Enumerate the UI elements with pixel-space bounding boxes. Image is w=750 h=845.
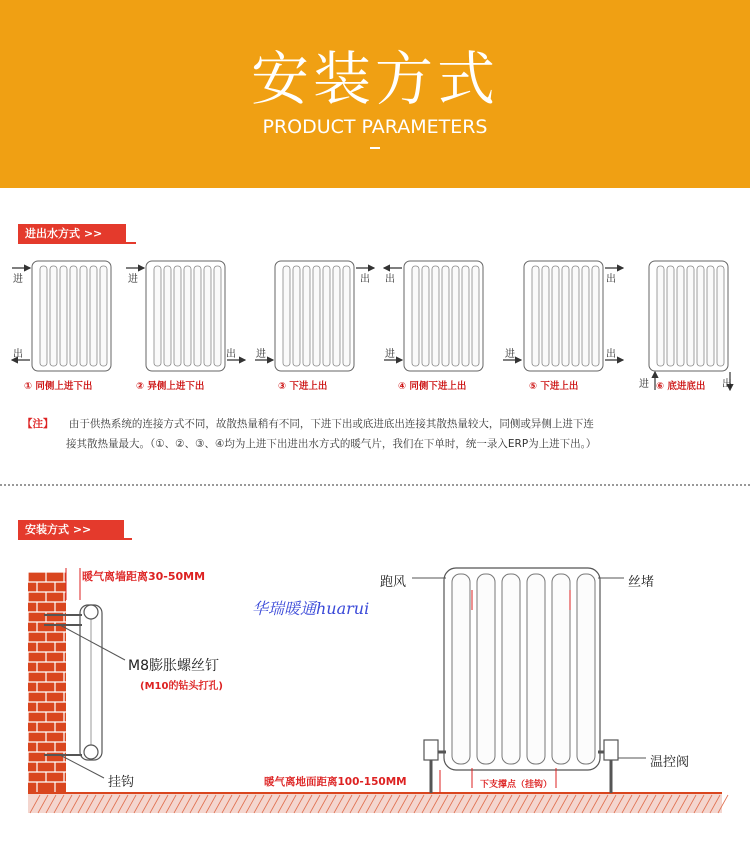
- label-out-2: 出: [226, 349, 236, 360]
- side-cap-top: [84, 605, 98, 619]
- section-tag-install: 安装方式 >>: [18, 520, 124, 539]
- label-out-5b: 出: [606, 349, 616, 360]
- front-radiator-column: [527, 574, 545, 764]
- note-line-2: 接其散热量最大。（①、②、③、④均为上进下出进出水方式的暖气片，我们在下单时，统一录入ERP为上进下出。）: [66, 438, 597, 450]
- side-cap-bottom: [84, 745, 98, 759]
- floor-distance-label: 暖气离地面距离100-150MM: [264, 776, 407, 788]
- brick-wall: [28, 572, 66, 793]
- caption-6: ⑥ 底进底出: [656, 381, 706, 392]
- valve-label: 温控阀: [650, 755, 690, 770]
- label-in-4: 进: [385, 349, 395, 360]
- caption-4: ④ 同侧下进上出: [398, 381, 467, 392]
- caption-2: ② 异侧上进下出: [136, 381, 205, 392]
- air-vent-label: 跑风: [380, 575, 407, 590]
- screw-label: M8膨胀螺丝钉: [128, 658, 219, 674]
- front-radiator: [444, 568, 600, 770]
- label-in-2: 进: [128, 274, 138, 285]
- front-radiator-column: [452, 574, 470, 764]
- caption-3: ③ 下进上出: [278, 381, 328, 392]
- section-tag-connection: 进出水方式 >>: [18, 224, 126, 243]
- label-out-1: 出: [13, 349, 23, 360]
- front-radiator-column: [477, 574, 495, 764]
- page-subtitle: PRODUCT PARAMETERS: [262, 116, 488, 138]
- label-in-1: 进: [13, 274, 23, 285]
- plug-label: 丝堵: [628, 575, 655, 590]
- right-valve: [604, 740, 618, 760]
- label-in-6: 进: [639, 379, 649, 390]
- label-in-3: 进: [256, 349, 266, 360]
- note-label: 【注】: [22, 418, 54, 430]
- front-radiator-column: [502, 574, 520, 764]
- page-title: 安装方式: [250, 45, 499, 113]
- hook-label: 挂钩: [108, 775, 135, 790]
- caption-5: ⑤ 下进上出: [529, 381, 579, 392]
- left-valve: [424, 740, 438, 760]
- wall-distance-label: 暖气离墙距离30-50MM: [82, 570, 206, 583]
- front-radiator-column: [577, 574, 595, 764]
- label-out-5: 出: [606, 274, 616, 285]
- screw-note-label: (M10的钻头打孔): [140, 681, 224, 692]
- lower-support-label: 下支撑点（挂钩）: [480, 780, 553, 790]
- label-out-3: 出: [360, 274, 370, 285]
- caption-1: ① 同侧上进下出: [24, 381, 93, 392]
- front-radiator-column: [552, 574, 570, 764]
- label-in-5: 进: [505, 349, 515, 360]
- label-out-6: 出: [722, 379, 732, 390]
- label-out-4: 出: [385, 274, 395, 285]
- watermark: 华瑞暖通huarui: [252, 599, 370, 618]
- note-line-1: 由于供热系统的连接方式不同，故散热量稍有不同，下进下出或底进底出连接其散热量较大，同侧或异侧上进下连: [68, 418, 594, 430]
